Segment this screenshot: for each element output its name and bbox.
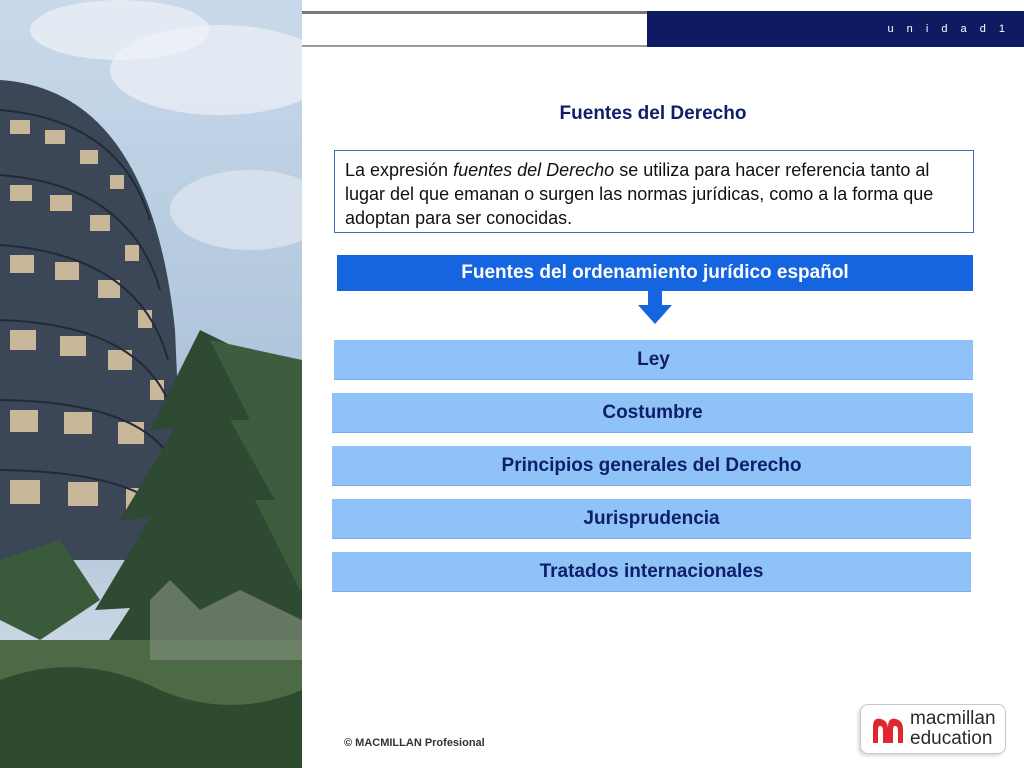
logo-line-1: macmillan [910,708,996,729]
definition-box [334,150,974,233]
header-rule [302,11,647,47]
source-item-principios: Principios generales del Derecho [332,446,971,486]
macmillan-logo-mark [871,713,905,747]
source-item-jurisprudencia: Jurisprudencia [332,499,971,539]
definition-text-before: La expresión [345,160,454,180]
logo-wordmark [910,709,996,749]
logo-line-2: education [910,728,993,749]
definition-emphasis: fuentes del Derecho [453,160,615,180]
copyright-text: © MACMILLAN Profesional [344,737,485,749]
page-title: Fuentes del Derecho [559,103,747,124]
building-photo [0,0,302,768]
arrow-down-icon [638,291,672,324]
building-photo-graphic [0,0,302,768]
source-item-ley: Ley [334,340,973,380]
macmillan-logo [860,704,1006,754]
source-item-tratados: Tratados internacionales [332,552,971,592]
source-item-costumbre: Costumbre [332,393,973,433]
unit-label: u n i d a d 1 [887,23,1010,35]
definition-text-after: se utiliza para hacer referencia tanto al lugar del que emanan o surgen las normas jurídicas, como a la forma que adoptan para ser conocidas. [345,160,934,228]
sources-banner: Fuentes del ordenamiento jurídico español [337,255,973,291]
